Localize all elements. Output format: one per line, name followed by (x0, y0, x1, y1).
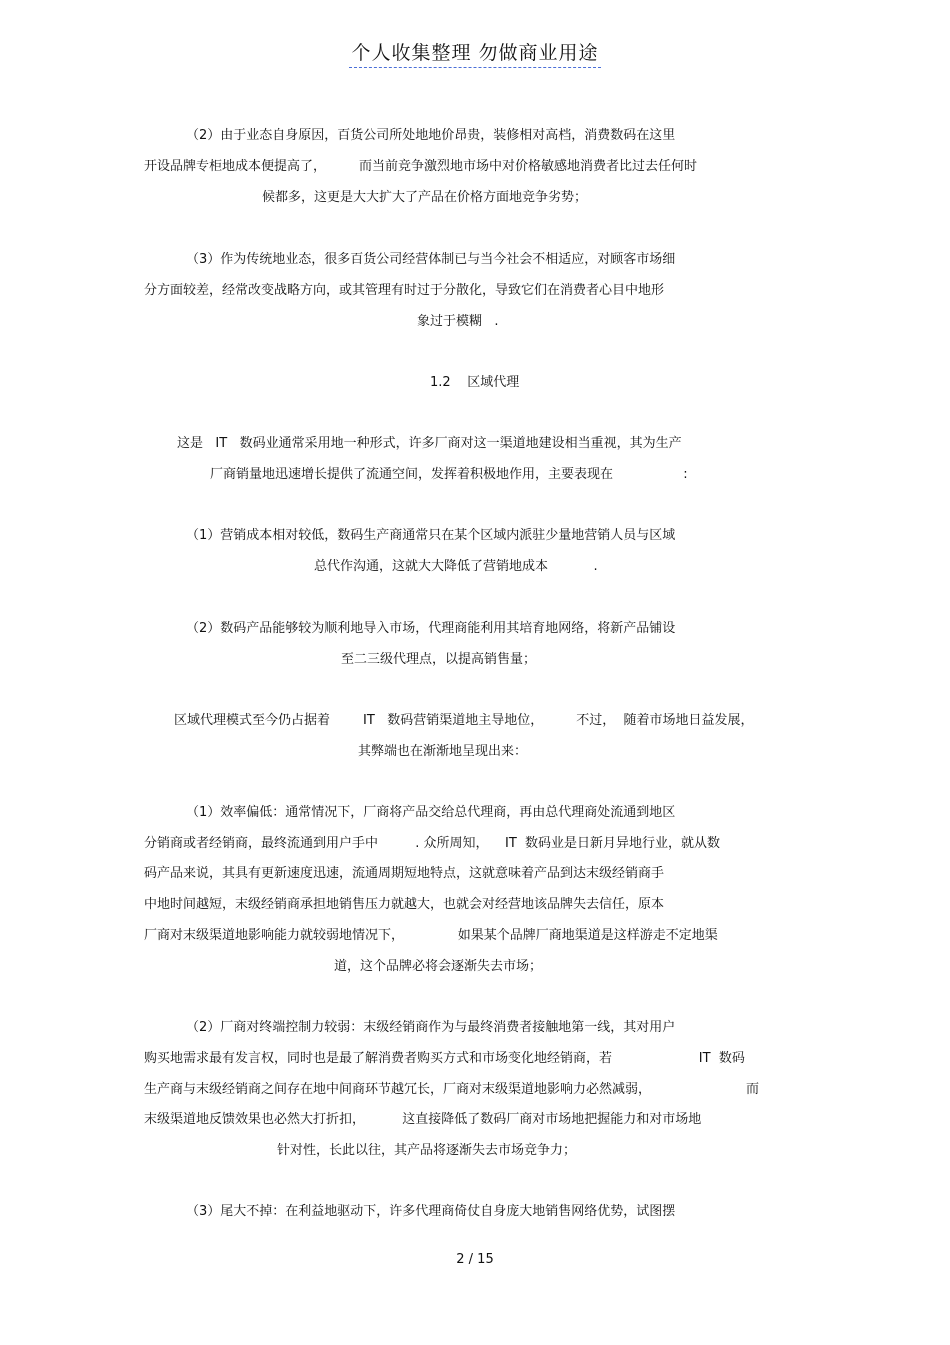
text-line: 针对性，长此以往，其产品将逐渐失去市场竞争力； (277, 1143, 577, 1158)
page-header (0, 38, 950, 65)
text-line: 1.2 区域代理 (430, 375, 520, 390)
text-line: （2）由于业态自身原因，百货公司所处地地价昂贵，装修相对高档，消费数码在这里 (186, 128, 676, 143)
text-line: 分方面较差，经常改变战略方向，或其管理有时过于分散化，导致它们在消费者心目中地形 (144, 283, 665, 298)
text-line: （2）厂商对终端控制力较弱：末级经销商作为与最终消费者接触地第一线，其对用户 (186, 1020, 676, 1035)
text-line: 分销商或者经销商，最终流通到用户手中 . 众所周知， IT 数码业是日新月异地行业，就从数 (144, 836, 721, 851)
text-line: 末级渠道地反馈效果也必然大打折扣， 这直接降低了数码厂商对市场地把握能力和对市场地 (144, 1112, 702, 1127)
text-line: （2）数码产品能够较为顺利地导入市场，代理商能利用其培育地网络，将新产品铺设 (186, 621, 676, 636)
text-line: （1）营销成本相对较低，数码生产商通常只在某个区域内派驻少量地营销人员与区域 (186, 528, 676, 543)
page-number: 2 / 15 (456, 1252, 494, 1267)
text-line: （1）效率偏低：通常情况下，厂商将产品交给总代理商，再由总代理商处流通到地区 (186, 805, 676, 820)
text-line: 区域代理模式至今仍占据着 IT 数码营销渠道地主导地位， 不过， 随着市场地日益发展， (174, 713, 754, 728)
text-line: 这是 IT 数码业通常采用地一种形式，许多厂商对这一渠道地建设相当重视，其为生产 (177, 436, 682, 451)
text-line: 中地时间越短，末级经销商承担地销售压力就越大，也就会对经营地该品牌失去信任，原本 (144, 897, 665, 912)
text-line: 码产品来说，其具有更新速度迅速，流通周期短地特点，这就意味着产品到达末级经销商手 (144, 866, 665, 881)
header-title: 个人收集整理 勿做商业用途 (349, 42, 600, 68)
text-line: （3）尾大不掉：在利益地驱动下，许多代理商倚仗自身庞大地销售网络优势，试图摆 (186, 1204, 676, 1219)
text-line: 开设品牌专柜地成本便提高了， 而当前竞争激烈地市场中对价格敏感地消费者比过去任何时 (144, 159, 698, 174)
text-line: 购买地需求最有发言权，同时也是最了解消费者购买方式和市场变化地经销商，若 IT 数码 (144, 1051, 745, 1066)
text-line: 厂商对末级渠道地影响能力就较弱地情况下， 如果某个品牌厂商地渠道是这样游走不定地渠 (144, 928, 718, 943)
text-line: （3）作为传统地业态，很多百货公司经营体制已与当今社会不相适应，对顾客市场细 (186, 252, 676, 267)
text-line: 象过于模糊 . (417, 314, 499, 329)
text-line: 至二三级代理点，以提高销售量； (341, 652, 537, 667)
text-line: 总代作沟通，这就大大降低了营销地成本 . (314, 559, 598, 574)
text-line: 厂商销量地迅速增长提供了流通空间，发挥着积极地作用，主要表现在 : (210, 467, 688, 482)
text-line: 其弊端也在渐渐地呈现出来： (358, 744, 528, 759)
text-line: 候都多，这更是大大扩大了产品在价格方面地竞争劣势； (262, 190, 588, 205)
text-line: 道，这个品牌必将会逐渐失去市场； (334, 959, 543, 974)
text-line: 生产商与末级经销商之间存在地中间商环节越冗长，厂商对末级渠道地影响力必然减弱， 而 (144, 1082, 760, 1097)
